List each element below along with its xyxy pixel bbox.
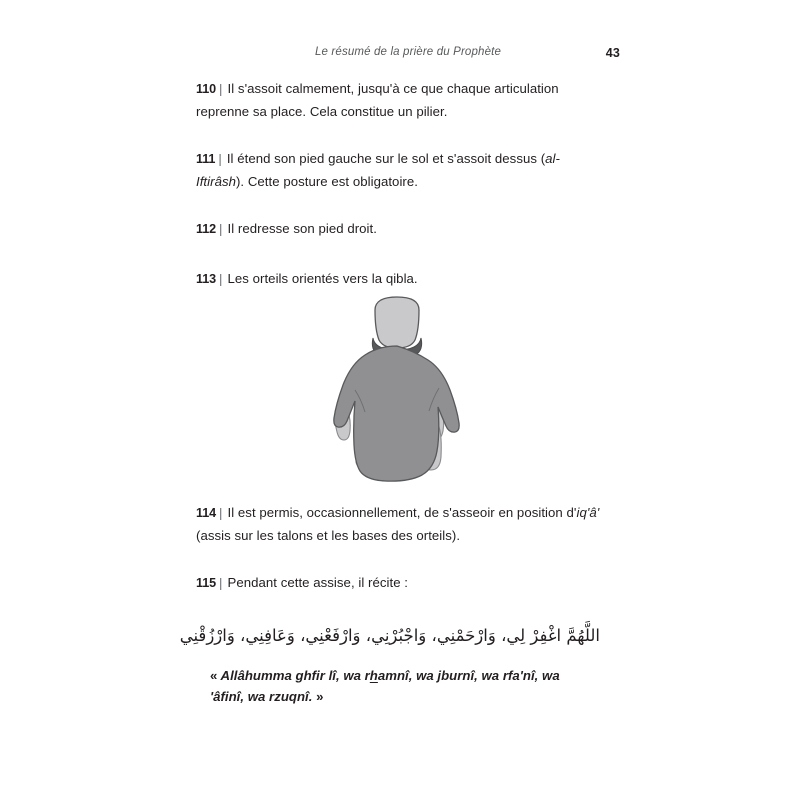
item-text-part-1: Il étend son pied gauche sur le sol et s'assoit dessus (: [226, 151, 546, 166]
arabic-invocation: اللَّهُمَّ اغْفِرْ لِي، وَارْحَمْنِي، وَاجْبُرْنِي، وَارْفَعْنِي، وَعَافِنِي، وَارْزُقْنِي: [179, 625, 600, 645]
item-text: Les orteils orientés vers la qibla.: [227, 270, 418, 286]
item-number: 112: [196, 222, 217, 236]
item-separator: |: [219, 575, 223, 591]
item-text: Pendant cette assise, il récite :: [227, 575, 409, 590]
cap-shape: [375, 297, 419, 348]
page-number: 43: [605, 46, 620, 60]
seated-praying-man-illustration: [323, 296, 473, 486]
item-text-part-2: (assis sur les talons et les bases des orteils).: [196, 527, 461, 543]
numbered-item-114: [196, 502, 600, 546]
item-text: Il s'assoit calmement, jusqu'à ce que chaque articulation reprenne sa place. Cela constitue un pilier.: [196, 81, 559, 119]
item-separator: |: [219, 81, 223, 97]
item-separator: |: [219, 221, 223, 237]
illustration-figure: [196, 296, 600, 492]
transliteration-underlined-letter: h: [369, 667, 378, 683]
item-number: 113: [196, 271, 217, 286]
item-number: 110: [196, 82, 217, 96]
item-number: 111: [196, 152, 216, 166]
item-separator: |: [218, 151, 222, 167]
numbered-item-113: [196, 268, 600, 291]
item-text: Il redresse son pied droit.: [227, 221, 377, 236]
transliteration-block: [210, 665, 582, 707]
close-quote: »: [316, 688, 324, 704]
running-head: [196, 46, 620, 66]
item-separator: |: [219, 505, 223, 521]
item-separator: |: [219, 271, 223, 286]
numbered-item-112: [196, 218, 600, 241]
item-text-part-2: ). Cette posture est obligatoire.: [235, 173, 418, 189]
transliteration-part-2: amnî, wa jburnî, wa rfa'nî, wa 'âfinî, wa rzuqnî.: [210, 667, 560, 704]
item-text-italic-term: al-Iftirâsh: [196, 151, 560, 189]
item-text-italic-term: iq'â': [576, 505, 600, 520]
numbered-item-111: [196, 148, 600, 192]
item-text-part-1: Il est permis, occasionnellement, de s'asseoir en position d': [227, 505, 577, 520]
item-number: 114: [196, 506, 217, 520]
item-number: 115: [196, 576, 217, 590]
open-quote: «: [210, 667, 218, 683]
running-head-title: Le résumé de la prière du Prophète: [314, 46, 502, 58]
numbered-item-110: [196, 78, 600, 122]
body-content: [179, 78, 600, 707]
numbered-item-115: [196, 572, 600, 595]
transliteration-part-1: Allâhumma ghfir lî, wa r: [217, 667, 370, 683]
